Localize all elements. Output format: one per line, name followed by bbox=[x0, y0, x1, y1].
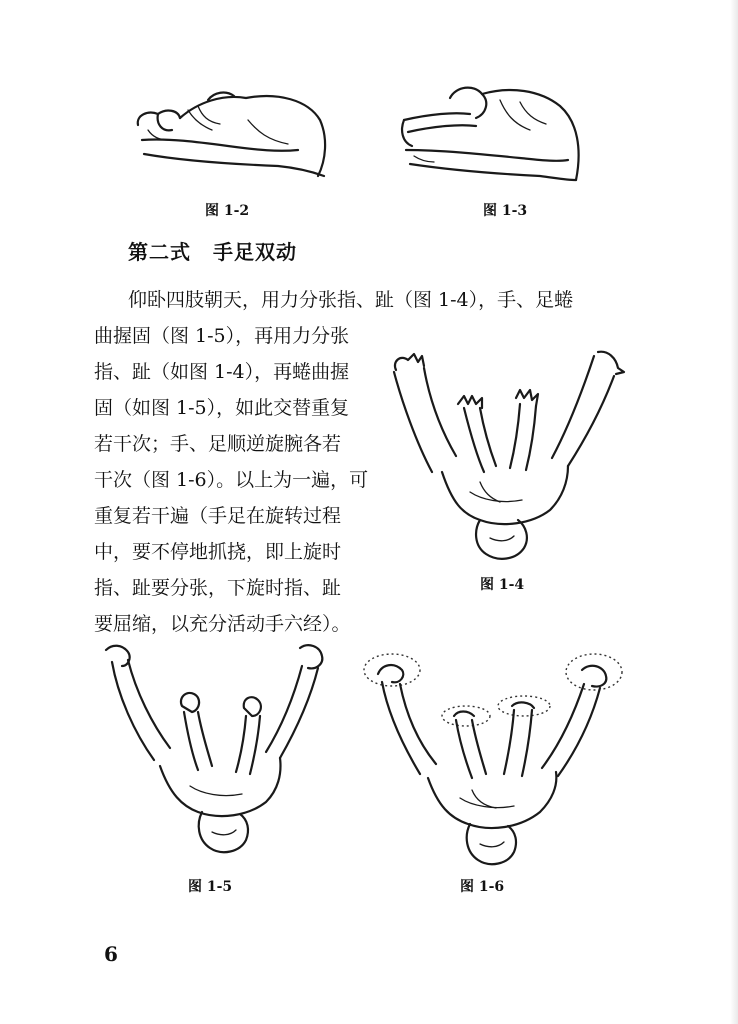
body-line-5: 若干次；手、足顺逆旋腕各若 bbox=[94, 433, 342, 455]
figure-1-4-illustration bbox=[372, 342, 638, 567]
body-line-4: 固（如图 1-5），如此交替重复 bbox=[94, 397, 350, 419]
page-edge-shadow bbox=[730, 0, 738, 1024]
body-line-1: 仰卧四肢朝天，用力分张指、趾（图 1-4），手、足蜷 bbox=[128, 289, 574, 311]
figure-1-2-illustration bbox=[128, 80, 338, 190]
figure-1-2-caption: 图 1-2 bbox=[205, 203, 250, 219]
body-line-2: 曲握固（图 1-5），再用力分张 bbox=[94, 325, 350, 347]
figure-1-3-illustration bbox=[390, 80, 600, 190]
figure-1-3-caption: 图 1-3 bbox=[483, 203, 528, 219]
body-line-3: 指、趾（如图 1-4），再蜷曲握 bbox=[94, 361, 350, 383]
figure-1-6-illustration bbox=[356, 644, 626, 876]
body-line-8: 中，要不停地抓挠，即上旋时 bbox=[94, 541, 342, 563]
body-line-6: 干次（图 1-6）。以上为一遍，可 bbox=[94, 469, 369, 491]
body-line-10: 要屈缩，以充分活动手六经）。 bbox=[94, 613, 351, 635]
figure-1-5-illustration bbox=[98, 636, 334, 870]
figure-1-4-caption: 图 1-4 bbox=[480, 577, 525, 593]
section-title bbox=[128, 236, 297, 265]
figure-1-5-caption: 图 1-5 bbox=[188, 879, 233, 895]
body-line-9: 指、趾要分张，下旋时指、趾 bbox=[94, 577, 342, 599]
section-title-name: 手足双动 bbox=[213, 240, 297, 264]
section-title-number: 第二式 bbox=[128, 240, 191, 264]
page-number: 6 bbox=[104, 942, 118, 966]
figure-1-6-caption: 图 1-6 bbox=[460, 879, 505, 895]
body-line-7: 重复若干遍（手足在旋转过程 bbox=[94, 505, 342, 527]
